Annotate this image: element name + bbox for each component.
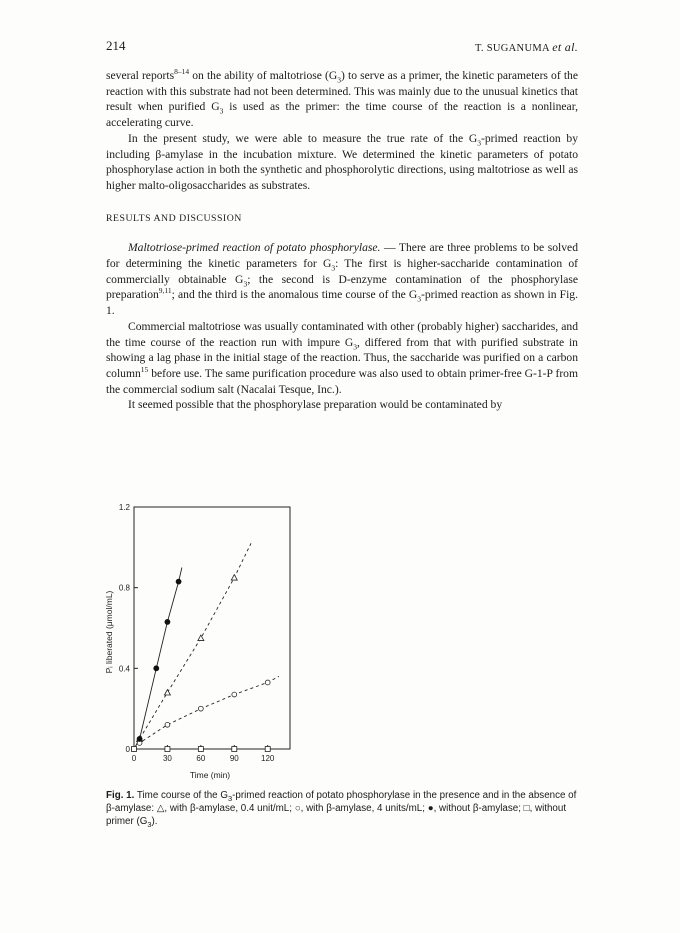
data-point-triangle — [198, 635, 204, 641]
x-tick-label: 90 — [229, 754, 239, 763]
data-point-filled-circle — [137, 736, 142, 741]
series-line-triangle — [134, 543, 251, 749]
series-markers — [131, 575, 270, 752]
data-point-filled-circle — [154, 666, 159, 671]
paragraph-2: In the present study, we were able to measure the true rate of the $G_3$-primed reaction by including β-amylase in the incubation mixture. We determined the kinetic parameters of potato phosphorylase action in both the synthetic and phosphorolytic directions, using maltotriose as well as higher malto-oligosaccharides as substrates. — [106, 131, 578, 192]
running-header — [475, 40, 578, 55]
data-point-open-square — [232, 747, 237, 752]
paragraph-4: Commercial maltotriose was usually contaminated with other (probably higher) saccharides, and the time course of the reaction run with impure $G_3$, differed from that with purified substrate in showing a lag phase in the initial stage of the reaction. Thus, the saccharide was purified on a carbon column$^{15}$ before use. The same purification procedure was also used to obtain primer-free G-1-P from the commercial sodium salt (Nacalai Tesque, Inc.). — [106, 319, 578, 396]
x-tick-label: 0 — [131, 754, 137, 763]
body-text — [106, 68, 578, 413]
x-tick-label: 120 — [261, 754, 275, 763]
data-point-filled-circle — [165, 619, 170, 624]
data-point-open-circle — [232, 692, 237, 697]
open-square-symbol-icon: □ — [523, 803, 530, 815]
data-point-open-circle — [198, 706, 203, 711]
y-axis-ticks — [119, 503, 138, 754]
running-header-etal: et al. — [552, 40, 578, 54]
data-point-open-square — [198, 747, 203, 752]
data-point-open-circle — [165, 722, 170, 727]
data-point-triangle — [164, 690, 170, 696]
paragraph-5: It seemed possible that the phosphorylase preparation would be contaminated by — [128, 398, 503, 412]
triangle-symbol-icon: △ — [156, 803, 165, 815]
filled-circle-symbol-icon: ● — [427, 803, 434, 815]
figure-caption: Fig. 1. Time course of the $G_3$-primed reaction of potato phosphorylase in the presence and in the absence of β-amylase: △, with β-amylase, 0.4 unit/mL; ○, with β-amylase, 4 units/mL; ●, without β-amylase; □, without primer $(G_3)$. — [106, 790, 577, 830]
x-axis-label: Time (min) — [189, 770, 231, 780]
x-tick-label: 30 — [162, 754, 172, 763]
y-tick-label: 0.4 — [118, 664, 130, 674]
open-circle-symbol-icon: ○ — [294, 803, 301, 815]
time-course-chart — [100, 502, 300, 782]
data-point-open-circle — [265, 680, 270, 685]
x-tick-label: 60 — [196, 754, 206, 763]
y-axis-label: Pᵢ liberated (μmol/mL) — [104, 590, 114, 674]
section-heading: RESULTS AND DISCUSSION — [106, 212, 242, 224]
figure-label: Fig. 1. — [106, 790, 135, 801]
series-lines — [134, 543, 279, 749]
data-point-filled-circle — [176, 579, 181, 584]
data-point-open-square — [265, 747, 270, 752]
plot-frame — [134, 507, 290, 749]
paragraph-3: Maltotriose-primed reaction of potato phosphorylase. — There are three problems to be solved for determining the kinetic parameters for $G_3$: The first is higher-saccharide contamination of commercially obtainable $G_3$; the second is D-enzyme contamination of the phosphorylase preparation$^{9,11}$; and the third is the anomalous time course of the $G_3$-primed reaction as shown in Fig. 1. — [106, 241, 579, 318]
y-tick-label: 0 — [125, 745, 130, 754]
data-point-open-square — [132, 747, 137, 752]
y-tick-label: 1.2 — [118, 503, 130, 512]
page-number: 214 — [106, 38, 126, 53]
figure-1 — [100, 502, 300, 782]
data-point-open-square — [165, 747, 170, 752]
paragraph-1: several reports$^{8-14}$ on the ability of maltotriose $(G_3)$ to serve as a primer, the kinetic parameters of the reaction with this substrate had not been determined. This was mainly due to the unusual kinetics that result when purified $G_3$ is used as the primer: the time course of the reaction is a nonlinear, accelerating curve. — [106, 67, 578, 130]
running-header-authors: T. SUGANUMA — [474, 43, 550, 54]
y-tick-label: 0.8 — [118, 583, 130, 593]
data-point-triangle — [231, 575, 237, 581]
